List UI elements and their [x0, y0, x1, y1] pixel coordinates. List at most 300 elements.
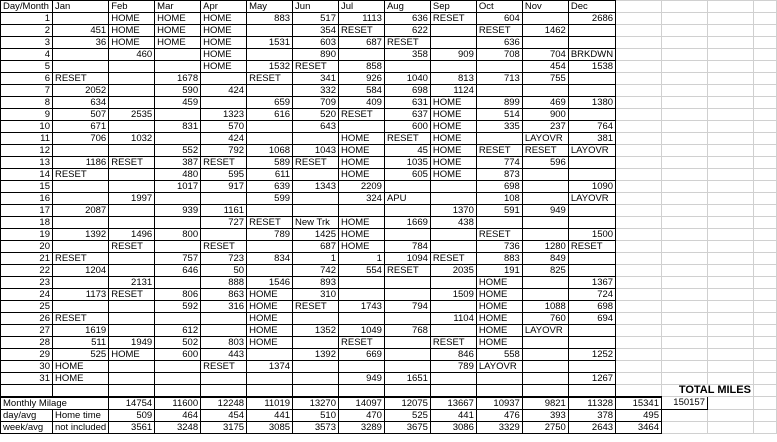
empty-cell[interactable]	[707, 121, 753, 133]
mileage-cell[interactable]: 590	[155, 85, 201, 97]
mileage-cell[interactable]	[384, 229, 430, 241]
mileage-cell[interactable]: 1280	[522, 241, 568, 253]
mileage-cell[interactable]: 108	[476, 193, 522, 205]
mileage-cell[interactable]: 554	[339, 265, 385, 277]
empty-cell[interactable]	[616, 289, 662, 301]
mileage-cell[interactable]	[52, 61, 108, 73]
mileage-cell[interactable]: 1173	[52, 289, 108, 301]
mileage-cell[interactable]: APU	[384, 193, 430, 205]
mileage-cell[interactable]: 671	[52, 121, 108, 133]
empty-cell[interactable]	[707, 361, 753, 373]
mileage-cell[interactable]	[476, 217, 522, 229]
day-number-cell[interactable]: 31	[1, 373, 53, 385]
day-number-cell[interactable]: 25	[1, 301, 53, 313]
summary-value-cell[interactable]: 525	[384, 409, 430, 421]
mileage-cell[interactable]	[109, 265, 155, 277]
summary-value-cell[interactable]: 3561	[109, 421, 155, 433]
mileage-cell[interactable]	[109, 61, 155, 73]
empty-cell[interactable]	[707, 373, 753, 385]
mileage-cell[interactable]: HOME	[247, 313, 293, 325]
empty-cell[interactable]	[753, 301, 776, 313]
mileage-cell[interactable]: RESET	[339, 109, 385, 121]
empty-cell[interactable]	[662, 61, 708, 73]
mileage-cell[interactable]	[522, 373, 568, 385]
mileage-cell[interactable]	[293, 169, 339, 181]
day-number-cell[interactable]: 9	[1, 109, 53, 121]
summary-value-cell[interactable]: 10937	[476, 397, 522, 410]
mileage-cell[interactable]: 698	[384, 85, 430, 97]
day-number-cell[interactable]: 29	[1, 349, 53, 361]
empty-cell[interactable]	[753, 193, 776, 205]
mileage-cell[interactable]: 900	[522, 109, 568, 121]
mileage-cell[interactable]	[384, 61, 430, 73]
mileage-cell[interactable]: 310	[293, 289, 339, 301]
header-day-month[interactable]: Day/Month	[1, 1, 53, 13]
mileage-cell[interactable]: 873	[476, 169, 522, 181]
mileage-cell[interactable]: 36	[52, 37, 108, 49]
blank-cell[interactable]	[522, 385, 568, 397]
mileage-cell[interactable]: HOME	[476, 301, 522, 313]
empty-cell[interactable]	[707, 97, 753, 109]
empty-cell[interactable]	[662, 133, 708, 145]
mileage-cell[interactable]: HOME	[339, 157, 385, 169]
mileage-cell[interactable]: RESET	[476, 145, 522, 157]
empty-cell[interactable]	[707, 145, 753, 157]
mileage-cell[interactable]: 2686	[568, 13, 615, 25]
mileage-cell[interactable]: 600	[384, 121, 430, 133]
empty-cell[interactable]	[616, 61, 662, 73]
empty-cell[interactable]	[616, 73, 662, 85]
mileage-cell[interactable]: HOME	[339, 145, 385, 157]
mileage-cell[interactable]	[384, 277, 430, 289]
empty-cell[interactable]	[662, 421, 708, 433]
mileage-cell[interactable]: 1343	[293, 181, 339, 193]
mileage-cell[interactable]	[155, 109, 201, 121]
empty-cell[interactable]	[616, 277, 662, 289]
mileage-cell[interactable]: 831	[155, 121, 201, 133]
empty-cell[interactable]	[616, 205, 662, 217]
mileage-cell[interactable]: 863	[201, 289, 247, 301]
mileage-cell[interactable]	[109, 373, 155, 385]
mileage-cell[interactable]: RESET	[430, 13, 476, 25]
summary-value-cell[interactable]: 441	[430, 409, 476, 421]
summary-label[interactable]: week/avg	[1, 421, 53, 433]
mileage-cell[interactable]	[339, 121, 385, 133]
mileage-cell[interactable]	[109, 217, 155, 229]
mileage-cell[interactable]: 1380	[568, 97, 615, 109]
mileage-cell[interactable]: RESET	[201, 157, 247, 169]
empty-cell[interactable]	[753, 241, 776, 253]
empty-cell[interactable]	[662, 181, 708, 193]
mileage-cell[interactable]	[155, 133, 201, 145]
summary-sublabel[interactable]: not included	[52, 421, 108, 433]
mileage-cell[interactable]: HOME	[476, 277, 522, 289]
mileage-cell[interactable]: 634	[52, 97, 108, 109]
mileage-cell[interactable]: 424	[201, 85, 247, 97]
empty-cell[interactable]	[616, 325, 662, 337]
mileage-cell[interactable]	[430, 37, 476, 49]
mileage-cell[interactable]: RESET	[247, 217, 293, 229]
summary-value-cell[interactable]: 3248	[155, 421, 201, 433]
mileage-cell[interactable]: HOME	[430, 133, 476, 145]
empty-cell[interactable]	[662, 121, 708, 133]
summary-value-cell[interactable]: 454	[201, 409, 247, 421]
mileage-cell[interactable]: HOME	[339, 169, 385, 181]
day-number-cell[interactable]: 11	[1, 133, 53, 145]
mileage-cell[interactable]	[522, 361, 568, 373]
empty-cell[interactable]	[707, 193, 753, 205]
summary-value-cell[interactable]: 509	[109, 409, 155, 421]
mileage-cell[interactable]: 1049	[339, 325, 385, 337]
mileage-cell[interactable]: 191	[476, 265, 522, 277]
blank-cell[interactable]	[247, 385, 293, 397]
mileage-cell[interactable]	[522, 229, 568, 241]
summary-value-cell[interactable]: 3573	[293, 421, 339, 433]
mileage-cell[interactable]: 698	[476, 181, 522, 193]
mileage-cell[interactable]: 1997	[109, 193, 155, 205]
mileage-cell[interactable]: 687	[293, 241, 339, 253]
mileage-cell[interactable]: HOME	[339, 241, 385, 253]
mileage-cell[interactable]	[339, 361, 385, 373]
mileage-cell[interactable]: 45	[384, 145, 430, 157]
day-number-cell[interactable]: 20	[1, 241, 53, 253]
mileage-cell[interactable]	[293, 361, 339, 373]
header-month[interactable]: Dec	[568, 1, 615, 13]
mileage-cell[interactable]: 2087	[52, 205, 108, 217]
mileage-cell[interactable]: 1124	[430, 85, 476, 97]
empty-cell[interactable]	[753, 169, 776, 181]
mileage-cell[interactable]: 899	[476, 97, 522, 109]
day-number-cell[interactable]: 19	[1, 229, 53, 241]
mileage-cell[interactable]	[109, 181, 155, 193]
day-number-cell[interactable]: 30	[1, 361, 53, 373]
mileage-cell[interactable]: RESET	[384, 133, 430, 145]
mileage-cell[interactable]: 558	[476, 349, 522, 361]
empty-cell[interactable]	[707, 409, 753, 421]
mileage-cell[interactable]: 1374	[247, 361, 293, 373]
mileage-cell[interactable]	[155, 277, 201, 289]
mileage-cell[interactable]: 502	[155, 337, 201, 349]
empty-cell[interactable]	[616, 217, 662, 229]
summary-value-cell[interactable]: 11328	[568, 397, 615, 410]
mileage-cell[interactable]: 1186	[52, 157, 108, 169]
mileage-cell[interactable]: HOME	[247, 301, 293, 313]
mileage-cell[interactable]: HOME	[247, 289, 293, 301]
empty-cell[interactable]	[753, 157, 776, 169]
day-number-cell[interactable]: 18	[1, 217, 53, 229]
mileage-cell[interactable]	[201, 373, 247, 385]
empty-cell[interactable]	[753, 373, 776, 385]
summary-label[interactable]: Monthly Milage	[1, 397, 109, 410]
empty-cell[interactable]	[662, 109, 708, 121]
mileage-cell[interactable]: 646	[155, 265, 201, 277]
mileage-cell[interactable]: LAYOVR	[522, 325, 568, 337]
mileage-cell[interactable]: 926	[339, 73, 385, 85]
mileage-cell[interactable]	[384, 181, 430, 193]
empty-cell[interactable]	[662, 301, 708, 313]
day-number-cell[interactable]: 27	[1, 325, 53, 337]
day-number-cell[interactable]: 1	[1, 13, 53, 25]
mileage-cell[interactable]	[109, 85, 155, 97]
mileage-cell[interactable]: RESET	[52, 73, 108, 85]
empty-cell[interactable]	[753, 205, 776, 217]
day-number-cell[interactable]: 6	[1, 73, 53, 85]
mileage-cell[interactable]: 636	[384, 13, 430, 25]
empty-cell[interactable]	[707, 181, 753, 193]
mileage-cell[interactable]: RESET	[339, 25, 385, 37]
mileage-cell[interactable]: 709	[293, 97, 339, 109]
mileage-cell[interactable]: LAYOVR	[568, 145, 615, 157]
mileage-cell[interactable]: 525	[52, 349, 108, 361]
mileage-cell[interactable]	[476, 61, 522, 73]
empty-cell[interactable]	[707, 73, 753, 85]
empty-cell[interactable]	[616, 145, 662, 157]
mileage-cell[interactable]: 1619	[52, 325, 108, 337]
mileage-cell[interactable]: 849	[522, 253, 568, 265]
empty-cell[interactable]	[707, 37, 753, 49]
mileage-cell[interactable]: 1252	[568, 349, 615, 361]
mileage-cell[interactable]: 443	[201, 349, 247, 361]
mileage-cell[interactable]: 883	[247, 13, 293, 25]
empty-cell[interactable]	[616, 181, 662, 193]
empty-cell[interactable]	[707, 253, 753, 265]
mileage-cell[interactable]: 1088	[522, 301, 568, 313]
mileage-cell[interactable]	[109, 205, 155, 217]
mileage-cell[interactable]: RESET	[430, 253, 476, 265]
mileage-cell[interactable]	[384, 313, 430, 325]
mileage-cell[interactable]: 639	[247, 181, 293, 193]
mileage-cell[interactable]	[384, 289, 430, 301]
header-month[interactable]: Jul	[339, 1, 385, 13]
empty-cell[interactable]	[753, 13, 776, 25]
summary-value-cell[interactable]: 495	[616, 409, 662, 421]
day-number-cell[interactable]: 16	[1, 193, 53, 205]
summary-value-cell[interactable]: 15341	[616, 397, 662, 410]
mileage-cell[interactable]: 659	[247, 97, 293, 109]
mileage-cell[interactable]	[293, 193, 339, 205]
mileage-cell[interactable]	[201, 229, 247, 241]
mileage-cell[interactable]: 949	[522, 205, 568, 217]
mileage-cell[interactable]	[201, 193, 247, 205]
mileage-cell[interactable]: HOME	[52, 361, 108, 373]
mileage-cell[interactable]	[522, 349, 568, 361]
mileage-cell[interactable]	[247, 121, 293, 133]
mileage-cell[interactable]	[384, 349, 430, 361]
mileage-cell[interactable]: 2052	[52, 85, 108, 97]
day-number-cell[interactable]: 7	[1, 85, 53, 97]
mileage-cell[interactable]: 890	[293, 49, 339, 61]
empty-cell[interactable]	[707, 1, 753, 13]
total-miles-value[interactable]: 150157	[662, 397, 708, 410]
empty-cell[interactable]	[662, 313, 708, 325]
mileage-cell[interactable]: HOME	[52, 373, 108, 385]
empty-cell[interactable]	[662, 97, 708, 109]
empty-cell[interactable]	[753, 253, 776, 265]
mileage-cell[interactable]: 451	[52, 25, 108, 37]
mileage-cell[interactable]: 358	[384, 49, 430, 61]
mileage-cell[interactable]: RESET	[109, 289, 155, 301]
header-month[interactable]: Feb	[109, 1, 155, 13]
empty-cell[interactable]	[662, 289, 708, 301]
summary-value-cell[interactable]: 470	[339, 409, 385, 421]
mileage-cell[interactable]: 1392	[52, 229, 108, 241]
mileage-cell[interactable]: 591	[476, 205, 522, 217]
mileage-cell[interactable]: 237	[522, 121, 568, 133]
mileage-cell[interactable]	[109, 325, 155, 337]
mileage-cell[interactable]: RESET	[247, 73, 293, 85]
summary-sublabel[interactable]: Home time	[52, 409, 108, 421]
mileage-cell[interactable]: 1352	[293, 325, 339, 337]
empty-cell[interactable]	[616, 157, 662, 169]
summary-value-cell[interactable]: 3329	[476, 421, 522, 433]
empty-cell[interactable]	[616, 349, 662, 361]
mileage-cell[interactable]: 514	[476, 109, 522, 121]
mileage-cell[interactable]	[430, 301, 476, 313]
mileage-cell[interactable]: RESET	[293, 301, 339, 313]
empty-cell[interactable]	[707, 133, 753, 145]
mileage-cell[interactable]	[155, 373, 201, 385]
mileage-cell[interactable]	[522, 217, 568, 229]
mileage-cell[interactable]	[568, 265, 615, 277]
day-number-cell[interactable]: 23	[1, 277, 53, 289]
mileage-cell[interactable]	[522, 289, 568, 301]
mileage-cell[interactable]: RESET	[52, 253, 108, 265]
mileage-cell[interactable]: RESET	[52, 169, 108, 181]
day-number-cell[interactable]: 12	[1, 145, 53, 157]
empty-cell[interactable]	[662, 241, 708, 253]
day-number-cell[interactable]: 2	[1, 25, 53, 37]
mileage-cell[interactable]: 669	[339, 349, 385, 361]
empty-cell[interactable]	[753, 349, 776, 361]
mileage-cell[interactable]	[430, 241, 476, 253]
empty-cell[interactable]	[616, 97, 662, 109]
mileage-cell[interactable]: HOME	[339, 229, 385, 241]
mileage-cell[interactable]: 1651	[384, 373, 430, 385]
empty-cell[interactable]	[662, 157, 708, 169]
blank-cell[interactable]	[476, 385, 522, 397]
blank-cell[interactable]	[1, 385, 53, 397]
mileage-cell[interactable]: RESET	[293, 61, 339, 73]
blank-cell[interactable]	[201, 385, 247, 397]
mileage-cell[interactable]: 480	[155, 169, 201, 181]
mileage-cell[interactable]	[476, 85, 522, 97]
mileage-cell[interactable]: 354	[293, 25, 339, 37]
mileage-cell[interactable]: 1094	[384, 253, 430, 265]
mileage-cell[interactable]	[430, 193, 476, 205]
empty-cell[interactable]	[707, 13, 753, 25]
mileage-cell[interactable]: 1500	[568, 229, 615, 241]
mileage-cell[interactable]: 789	[430, 361, 476, 373]
empty-cell[interactable]	[753, 181, 776, 193]
mileage-cell[interactable]: 727	[201, 217, 247, 229]
day-number-cell[interactable]: 24	[1, 289, 53, 301]
mileage-cell[interactable]: 1323	[201, 109, 247, 121]
empty-cell[interactable]	[662, 277, 708, 289]
mileage-cell[interactable]: 599	[247, 193, 293, 205]
empty-cell[interactable]	[707, 205, 753, 217]
mileage-cell[interactable]: HOME	[109, 25, 155, 37]
mileage-cell[interactable]: 760	[522, 313, 568, 325]
day-number-cell[interactable]: 22	[1, 265, 53, 277]
header-month[interactable]: Apr	[201, 1, 247, 13]
mileage-cell[interactable]	[522, 169, 568, 181]
mileage-cell[interactable]	[247, 349, 293, 361]
mileage-cell[interactable]: 1	[293, 253, 339, 265]
empty-cell[interactable]	[662, 193, 708, 205]
blank-cell[interactable]	[293, 385, 339, 397]
empty-cell[interactable]	[707, 337, 753, 349]
day-number-cell[interactable]: 3	[1, 37, 53, 49]
summary-value-cell[interactable]: 11600	[155, 397, 201, 410]
mileage-cell[interactable]: RESET	[384, 265, 430, 277]
header-month[interactable]: Jun	[293, 1, 339, 13]
empty-cell[interactable]	[662, 73, 708, 85]
empty-cell[interactable]	[662, 205, 708, 217]
mileage-cell[interactable]: 939	[155, 205, 201, 217]
mileage-cell[interactable]: 454	[522, 61, 568, 73]
mileage-cell[interactable]: 636	[476, 37, 522, 49]
summary-value-cell[interactable]: 14754	[109, 397, 155, 410]
day-number-cell[interactable]: 13	[1, 157, 53, 169]
mileage-cell[interactable]	[52, 241, 108, 253]
mileage-cell[interactable]: HOME	[247, 337, 293, 349]
empty-cell[interactable]	[753, 409, 776, 421]
mileage-cell[interactable]	[247, 49, 293, 61]
empty-cell[interactable]	[662, 325, 708, 337]
mileage-cell[interactable]	[109, 97, 155, 109]
mileage-cell[interactable]: HOME	[430, 109, 476, 121]
mileage-cell[interactable]: HOME	[109, 13, 155, 25]
mileage-cell[interactable]	[384, 205, 430, 217]
mileage-cell[interactable]: 1392	[293, 349, 339, 361]
empty-cell[interactable]	[616, 85, 662, 97]
empty-cell[interactable]	[662, 25, 708, 37]
mileage-cell[interactable]: HOME	[201, 61, 247, 73]
mileage-cell[interactable]: 381	[568, 133, 615, 145]
mileage-cell[interactable]: 883	[476, 253, 522, 265]
mileage-cell[interactable]: HOME	[155, 37, 201, 49]
mileage-cell[interactable]	[109, 169, 155, 181]
mileage-cell[interactable]: 596	[522, 157, 568, 169]
mileage-cell[interactable]: 507	[52, 109, 108, 121]
mileage-cell[interactable]: 409	[339, 97, 385, 109]
empty-cell[interactable]	[707, 61, 753, 73]
total-miles-label[interactable]: TOTAL MILES	[662, 385, 754, 397]
blank-cell[interactable]	[52, 385, 108, 397]
mileage-cell[interactable]	[522, 181, 568, 193]
mileage-cell[interactable]: 611	[247, 169, 293, 181]
empty-cell[interactable]	[707, 265, 753, 277]
mileage-cell[interactable]: 803	[201, 337, 247, 349]
empty-cell[interactable]	[753, 109, 776, 121]
summary-value-cell[interactable]: 393	[522, 409, 568, 421]
empty-cell[interactable]	[662, 337, 708, 349]
empty-cell[interactable]	[707, 229, 753, 241]
mileage-cell[interactable]: 813	[430, 73, 476, 85]
mileage-cell[interactable]: 792	[201, 145, 247, 157]
empty-cell[interactable]	[707, 109, 753, 121]
mileage-cell[interactable]	[476, 133, 522, 145]
empty-cell[interactable]	[662, 349, 708, 361]
day-number-cell[interactable]: 10	[1, 121, 53, 133]
mileage-cell[interactable]: 774	[476, 157, 522, 169]
mileage-cell[interactable]: 789	[247, 229, 293, 241]
empty-cell[interactable]	[753, 49, 776, 61]
mileage-cell[interactable]: 600	[155, 349, 201, 361]
mileage-cell[interactable]: 592	[155, 301, 201, 313]
mileage-cell[interactable]	[430, 325, 476, 337]
mileage-cell[interactable]: 637	[384, 109, 430, 121]
